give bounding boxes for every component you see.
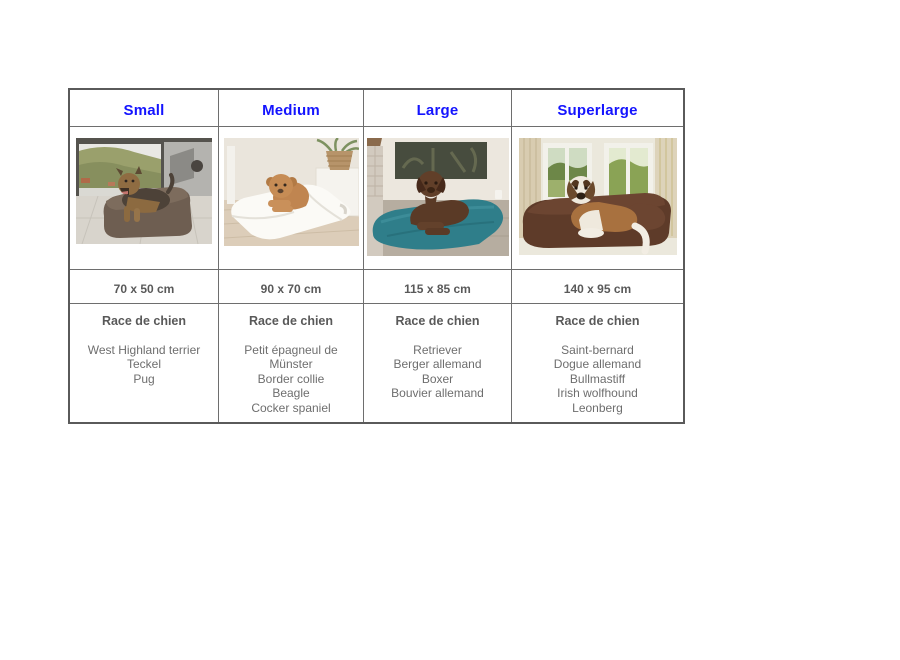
size-label: 140 x 95 cm — [563, 282, 632, 296]
breed-item: Leonberg — [572, 400, 623, 415]
breed-item: Bullmastiff — [569, 371, 626, 386]
photo-cell-large — [363, 126, 511, 269]
breed-item: Cocker spaniel — [251, 400, 331, 415]
photo-cell-medium — [218, 126, 363, 269]
breeds-superlarge — [511, 303, 683, 422]
breeds-large — [363, 303, 511, 422]
breeds-medium — [218, 303, 363, 422]
breed-item: West Highland terrier — [87, 342, 201, 357]
breed-item: Saint-bernard — [561, 342, 634, 357]
breed-item: Pug — [133, 371, 155, 386]
breed-item: Bouvier allemand — [391, 386, 484, 400]
column-header-label: Medium — [262, 101, 320, 119]
breed-item: Berger allemand — [393, 357, 482, 371]
size-label: 90 x 70 cm — [260, 282, 322, 296]
column-header-label: Large — [416, 101, 459, 119]
breed-item: Teckel — [126, 357, 161, 371]
column-header-label: Small — [123, 101, 165, 119]
photo-large-labrador-on-teal-bed — [367, 138, 509, 256]
column-header-small — [70, 90, 218, 126]
breed-item: Border collie — [257, 371, 325, 386]
photo-cell-small — [70, 126, 218, 269]
breed-item: Retriever — [413, 342, 462, 357]
breed-item: Boxer — [421, 371, 454, 386]
size-medium — [218, 269, 363, 303]
size-label: 115 x 85 cm — [404, 282, 471, 296]
photo-superlarge-saint-bernard-on-brown-bed — [519, 138, 677, 255]
size-superlarge — [511, 269, 683, 303]
photo-medium-doodle-on-white-bed — [224, 138, 359, 246]
breed-heading: Race de chien — [101, 314, 187, 328]
breed-heading: Race de chien — [555, 314, 640, 328]
photo-small-terrier-on-brown-bed — [76, 138, 212, 244]
size-small — [70, 269, 218, 303]
column-header-medium — [218, 90, 363, 126]
size-large — [363, 269, 511, 303]
column-header-large — [363, 90, 511, 126]
breed-item: Irish wolfhound — [557, 386, 638, 400]
breed-item: Beagle — [272, 386, 310, 400]
breed-item: Dogue allemand — [553, 357, 642, 371]
dog-bed-size-table — [68, 88, 685, 424]
breed-item: Petit épagneul de Münster — [244, 342, 338, 371]
column-header-superlarge — [511, 90, 683, 126]
breed-heading: Race de chien — [395, 314, 480, 328]
column-header-label: Superlarge — [557, 101, 638, 119]
breeds-small — [70, 303, 218, 422]
breed-heading: Race de chien — [248, 314, 334, 328]
photo-cell-superlarge — [511, 126, 683, 269]
size-label: 70 x 50 cm — [113, 282, 175, 296]
